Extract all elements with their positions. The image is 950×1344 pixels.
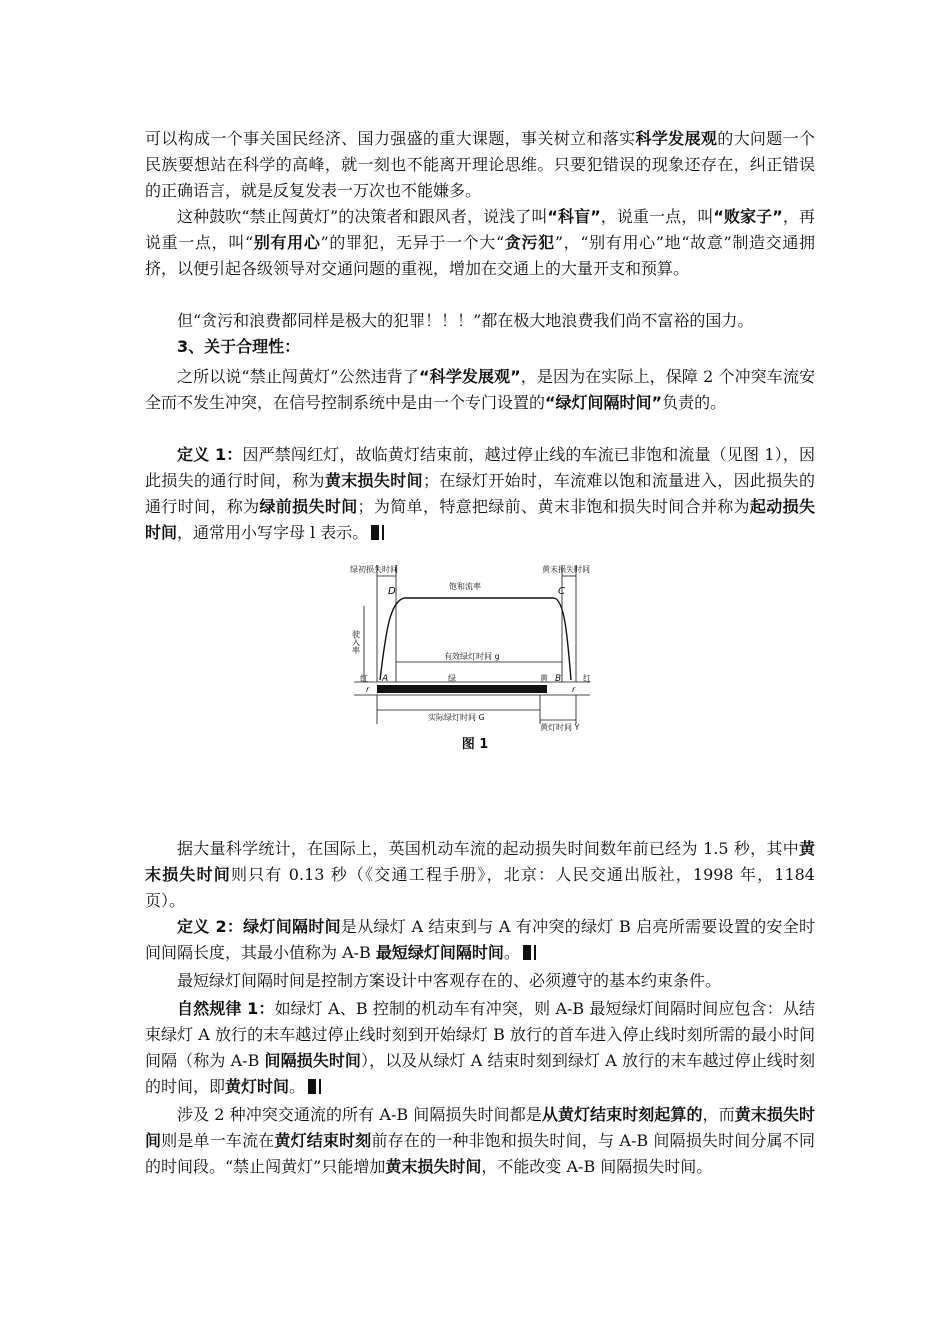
paragraph-11 bbox=[145, 1102, 815, 1180]
paragraph-3 bbox=[145, 308, 815, 334]
text-run: 如绿灯 A、B 控制的机动车有冲突，则 A-B 最短绿灯间隔时间应包含：从结束绿灯 A 放行的末车越过停止线时刻到开始绿灯 B 放行的首车进入停止线时刻所需的最小时间间隔（称为 A-B bbox=[145, 999, 815, 1070]
heading-text: 3、关于合理性： bbox=[177, 337, 301, 356]
text-run: ；为简单，特意把绿前、黄末非饱和损失时间合并称为 bbox=[357, 497, 750, 516]
green-phase-bar bbox=[377, 685, 547, 693]
end-mark bbox=[308, 1079, 316, 1094]
bold-run: 定义 1： bbox=[177, 445, 243, 464]
end-bar bbox=[382, 525, 384, 540]
text-run: ；在绿灯开始时，车流难以饱和流量进入，因此损失的通行时间，称为 bbox=[145, 471, 815, 516]
end-mark bbox=[371, 525, 379, 540]
bold-run: 科学发展观 bbox=[635, 129, 718, 148]
bold-run: 黄末损失时间 bbox=[145, 1105, 815, 1150]
point-D: D bbox=[388, 586, 396, 597]
text-run: ，说重一点，叫 bbox=[600, 207, 714, 226]
bold-run: 黄灯结束时刻 bbox=[274, 1131, 372, 1150]
paragraph-1 bbox=[145, 126, 815, 204]
end-mark bbox=[523, 945, 531, 960]
label-yellow-loss: 黄末损失时间 bbox=[542, 565, 590, 574]
text-run: 这种鼓吹“禁止闯黄灯”的决策者和跟风者，说浅了叫 bbox=[177, 207, 548, 226]
text-run: 涉及 2 种冲突交通流的所有 A-B 间隔损失时间都是 bbox=[177, 1105, 542, 1124]
text-run: ，不能改变 A-B 间隔损失时间。 bbox=[481, 1157, 713, 1176]
bold-run: 从黄灯结束时刻起算的 bbox=[541, 1105, 703, 1124]
bold-run: 最短绿灯间隔时间 bbox=[375, 943, 504, 962]
text-run: 的大问题一个民族要想站在科学的高峰，就一刻也不能离开理论思维。只要犯错误的现象还存在，纠正错误的正确语言，就是反复发表一万次也不能嫌多。 bbox=[145, 129, 815, 200]
label-red-right: 红 bbox=[583, 674, 591, 683]
text-run: 负责的。 bbox=[662, 393, 727, 412]
text-run: 则只有 0.13 秒（《交通工程手册》，北京：人民交通出版社，1998 年，1184 页）。 bbox=[145, 865, 815, 910]
bold-run: “绿灯间隔时间” bbox=[545, 393, 663, 412]
text-run: 前存在的一种非饱和损失时间，与 A-B 间隔损失时间分属不同的时间段。“禁止闯黄灯”只能增加 bbox=[145, 1131, 815, 1176]
end-bar bbox=[534, 945, 536, 960]
text-run: 可以构成一个事关国民经济、国力强盛的重大课题，事关树立和落实 bbox=[145, 129, 636, 148]
bold-run: “败家子” bbox=[713, 207, 783, 226]
text-run: 。 bbox=[289, 1077, 306, 1096]
label-yellow-time: 黄灯时间 Y bbox=[540, 723, 580, 732]
text-run: ，是因为在实际上，保障 2 个冲突车流安全而不发生冲突，在信号控制系统中是由一个专门设置的 bbox=[145, 367, 815, 412]
text-run: ，再说重一点，叫“ bbox=[145, 207, 815, 252]
paragraph-7 bbox=[145, 836, 815, 914]
bold-run: 贪污犯 bbox=[504, 233, 555, 252]
text-run: ），以及从绿灯 A 结束时刻到绿灯 A 放行的末车越过停止线时刻的时间，即 bbox=[145, 1051, 815, 1096]
bold-run: 黄末损失时间 bbox=[145, 839, 815, 884]
paragraph-definition-1 bbox=[145, 442, 815, 546]
figure-caption: 图 1 bbox=[461, 737, 489, 752]
label-green-loss: 绿初损失时间 bbox=[350, 565, 398, 574]
text-run: ，通常用小写字母 l 表示。 bbox=[177, 523, 369, 542]
bold-run: “科盲” bbox=[547, 207, 601, 226]
text-run: 最短绿灯间隔时间是控制方案设计中客观存在的、必须遵守的基本约束条件。 bbox=[177, 971, 722, 990]
bold-run: 黄灯时间 bbox=[225, 1077, 290, 1096]
end-bar bbox=[319, 1079, 321, 1094]
label-yellow: 黄 bbox=[540, 674, 548, 683]
label-green: 绿 bbox=[448, 674, 456, 683]
point-C: C bbox=[558, 586, 565, 597]
label-actual-green: 实际绿灯时间 G bbox=[428, 713, 485, 722]
label-red-left: 红 bbox=[360, 674, 368, 683]
section-heading bbox=[145, 334, 815, 360]
label-effective-green: 有效绿灯时间 g bbox=[444, 652, 500, 661]
text-run: 则是单一车流在 bbox=[161, 1131, 275, 1150]
text-run: 之所以说“禁止闯黄灯”公然违背了 bbox=[177, 367, 420, 386]
label-inflow: 驶入率 bbox=[351, 630, 361, 654]
label-saturation: 饱和流率 bbox=[449, 582, 481, 591]
text-run: 据大量科学统计，在国际上，英国机动车流的起动损失时间数年前已经为 1.5 秒，其中 bbox=[177, 839, 799, 858]
text-run: ”，“别有用心”地“故意”制造交通拥挤，以便引起各级领导对交通问题的重视，增加在交通上的大量开支和预算。 bbox=[145, 233, 815, 278]
bold-run: 间隔损失时间 bbox=[264, 1051, 362, 1070]
point-A: A bbox=[382, 674, 389, 684]
text-run: 因严禁闯红灯，故临黄灯结束前，越过停止线的车流已非饱和流量（见图 1），因此损失的通行时间，称为 bbox=[145, 445, 815, 490]
label-r-right: r bbox=[572, 685, 576, 694]
paragraph-natural-law-1 bbox=[145, 996, 815, 1100]
paragraph-5 bbox=[145, 364, 815, 416]
bold-run: 绿前损失时间 bbox=[259, 497, 358, 516]
bold-run: 定义 2：绿灯间隔时间 bbox=[177, 917, 341, 936]
bold-run: 黄末损失时间 bbox=[324, 471, 423, 490]
paragraph-9 bbox=[145, 968, 815, 994]
text-run: 。 bbox=[503, 943, 520, 962]
bold-run: 起动损失时间 bbox=[145, 497, 815, 542]
figure-1-diagram bbox=[340, 560, 600, 732]
bold-run: 自然规律 1： bbox=[177, 999, 275, 1018]
paragraph-definition-2 bbox=[145, 914, 815, 966]
bold-run: “科学发展观” bbox=[419, 367, 521, 386]
bold-run: 别有用心 bbox=[253, 233, 321, 252]
flow-curve bbox=[380, 598, 571, 680]
paragraph-2 bbox=[145, 204, 815, 282]
point-B: B bbox=[555, 674, 562, 684]
text-run: ，而 bbox=[702, 1105, 735, 1124]
bold-run: 黄末损失时间 bbox=[385, 1157, 482, 1176]
text-run: 是从绿灯 A 结束到与 A 有冲突的绿灯 B 启亮所需要设置的安全时间间隔长度，其最小值称为 A-B bbox=[145, 917, 815, 962]
label-r-left: r bbox=[366, 685, 370, 694]
text-run: ”的罪犯，无异于一个大“ bbox=[320, 233, 505, 252]
text-run: 但“贪污和浪费都同样是极大的犯罪！！！”都在极大地浪费我们尚不富裕的国力。 bbox=[177, 311, 754, 330]
